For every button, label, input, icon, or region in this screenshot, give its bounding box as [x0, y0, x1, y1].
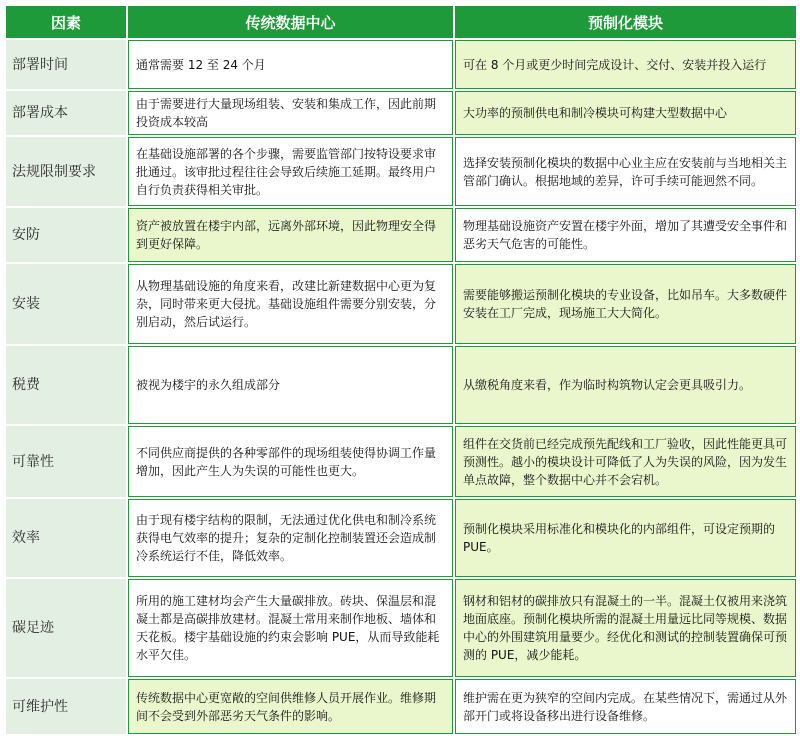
- factor-cell: 效率: [5, 498, 127, 578]
- prefab-cell: 需要能够搬运预制化模块的专业设备，比如吊车。大多数硬件安装在工厂完成，现场施工大大简化。: [454, 263, 797, 345]
- header-factor: 因素: [5, 5, 127, 39]
- table-row: [5, 498, 797, 578]
- traditional-cell: 资产被放置在楼宇内部，远离外部环境，因此物理安全得到更好保障。: [127, 207, 454, 263]
- factor-cell: 法规限制要求: [5, 136, 127, 207]
- factor-cell: 安防: [5, 207, 127, 263]
- prefab-cell: 预制化模块采用标准化和模块化的内部组件，可设定预期的 PUE。: [454, 498, 797, 578]
- table-row: [5, 90, 797, 136]
- traditional-cell: 在基础设施部署的各个步骤，需要监管部门按特设要求审批通过。该审批过程往往会导致后续施工延期。最终用户自行负责获得相关审批。: [127, 136, 454, 207]
- traditional-cell: 由于现有楼宇结构的限制，无法通过优化供电和制冷系统获得电气效率的提升；复杂的定制化控制装置还会造成制冷系统运行不佳，降低效率。: [127, 498, 454, 578]
- factor-cell: 可维护性: [5, 678, 127, 735]
- table-row: [5, 678, 797, 735]
- factor-cell: 碳足迹: [5, 578, 127, 678]
- traditional-cell: 由于需要进行大量现场组装、安装和集成工作，因此前期投资成本较高: [127, 90, 454, 136]
- traditional-cell: 所用的施工建材均会产生大量碳排放。砖块、保温层和混凝土都是高碳排放建材。混凝土常用来制作地板、墙体和天花板。楼宇基础设施的约束会影响 PUE，从而导致能耗水平欠佳。: [127, 578, 454, 678]
- traditional-cell: 通常需要 12 至 24 个月: [127, 39, 454, 90]
- table-row: [5, 207, 797, 263]
- prefab-cell: 组件在交货前已经完成预先配线和工厂验收，因此性能更具可预测性。越小的模块设计可降低了人为失误的风险，因为发生单点故障，整个数据中心并不会宕机。: [454, 425, 797, 498]
- prefab-cell: 维护需在更为狭窄的空间内完成。在某些情况下，需通过从外部开门或将设备移出进行设备维修。: [454, 678, 797, 735]
- prefab-cell: 可在 8 个月或更少时间完成设计、交付、安装并投入运行: [454, 39, 797, 90]
- traditional-cell: 传统数据中心更宽敞的空间供维修人员开展作业。维修期间不会受到外部恶劣天气条件的影响。: [127, 678, 454, 735]
- factor-cell: 税费: [5, 345, 127, 425]
- header-prefab: 预制化模块: [454, 5, 797, 39]
- traditional-cell: 不同供应商提供的各种零部件的现场组装使得协调工作量增加，因此产生人为失误的可能性也更大。: [127, 425, 454, 498]
- table-row: [5, 578, 797, 678]
- table-row: [5, 263, 797, 345]
- factor-cell: 可靠性: [5, 425, 127, 498]
- prefab-cell: 钢材和铝材的碳排放只有混凝土的一半。混凝土仅被用来浇筑地面底座。预制化模块所需的混凝土用量远比同等规模、数据中心的外围建筑用量要少。经优化和测试的控制装置确保可预测的 PUE，减少能耗。: [454, 578, 797, 678]
- header-traditional: 传统数据中心: [127, 5, 454, 39]
- prefab-cell: 从缴税角度来看，作为临时构筑物认定会更具吸引力。: [454, 345, 797, 425]
- comparison-table-wrapper: [4, 4, 796, 723]
- factor-cell: 部署时间: [5, 39, 127, 90]
- table-row: [5, 136, 797, 207]
- factor-cell: 部署成本: [5, 90, 127, 136]
- table-row: [5, 39, 797, 90]
- prefab-cell: 大功率的预制供电和制冷模块可构建大型数据中心: [454, 90, 797, 136]
- header-row: [5, 5, 797, 39]
- table-row: [5, 345, 797, 425]
- comparison-table: [4, 4, 798, 736]
- traditional-cell: 从物理基础设施的角度来看，改建比新建数据中心更为复杂，同时带来更大侵扰。基础设施组件需要分别安装，分别启动，然后试运行。: [127, 263, 454, 345]
- traditional-cell: 被视为楼宇的永久组成部分: [127, 345, 454, 425]
- prefab-cell: 物理基础设施资产安置在楼宇外面，增加了其遭受安全事件和恶劣天气危害的可能性。: [454, 207, 797, 263]
- table-row: [5, 425, 797, 498]
- prefab-cell: 选择安装预制化模块的数据中心业主应在安装前与当地相关主管部门确认。根据地域的差异，许可手续可能迥然不同。: [454, 136, 797, 207]
- factor-cell: 安装: [5, 263, 127, 345]
